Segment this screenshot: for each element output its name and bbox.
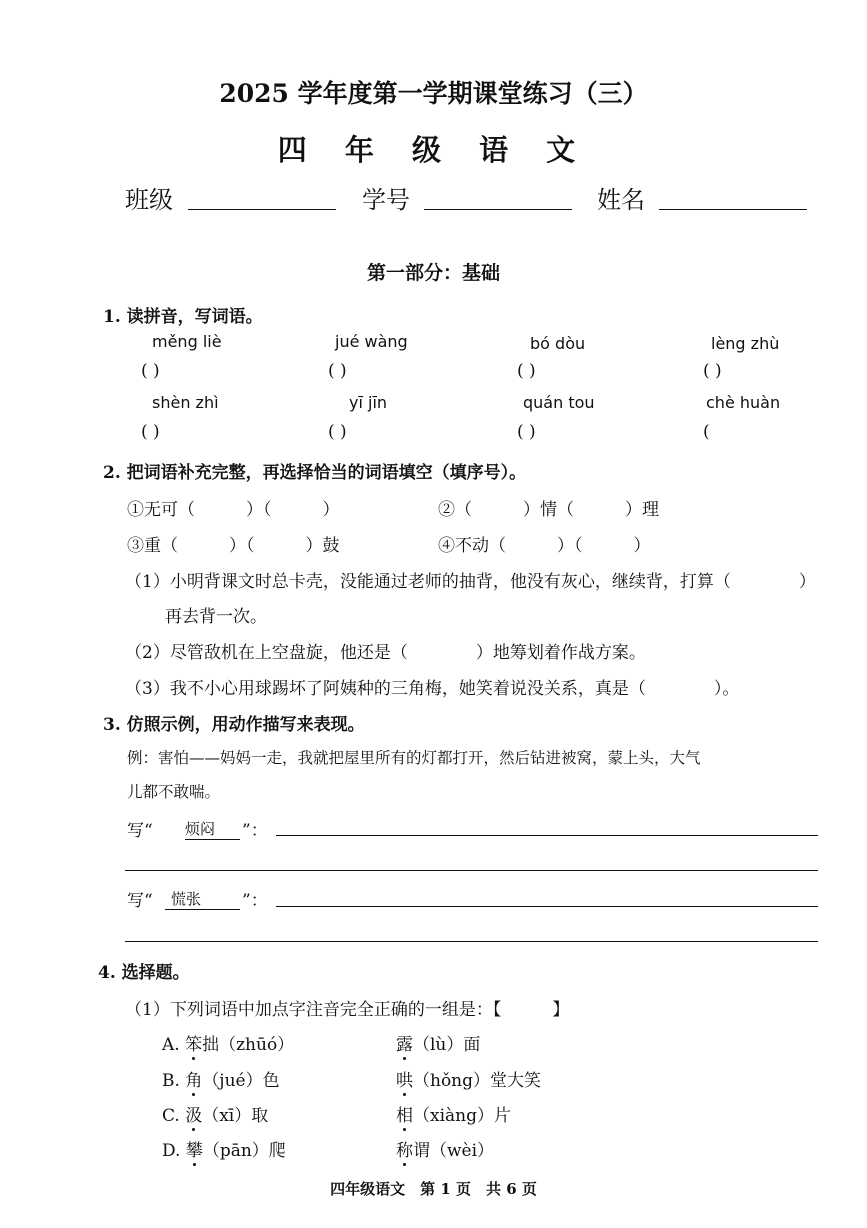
answer-blank[interactable]: ( ) (328, 422, 347, 442)
pinyin: jué wàng (335, 332, 408, 351)
write-word: 烦闷 (185, 818, 240, 840)
answer-blank[interactable]: ( ) (328, 361, 347, 381)
option-text: （xī）取 (202, 1106, 269, 1126)
write-prefix: 写“ (127, 891, 153, 911)
option-c[interactable] (162, 1101, 268, 1126)
name-label: 姓名 (597, 186, 645, 214)
write-prefix: 写“ (127, 821, 153, 841)
q2-sentence-1: （1）小明背课文时总卡壳，没能通过老师的抽背，他没有灰心，继续背，打算（ ） (125, 572, 816, 592)
idiom-item[interactable]: ③重（ ）（ ）鼓 (127, 536, 340, 556)
option-a-right (396, 1030, 480, 1055)
q3-heading: 3. 仿照示例，用动作描写来表现。 (103, 715, 365, 735)
write-suffix: ”： (242, 821, 268, 841)
answer-line[interactable] (276, 835, 818, 836)
answer-line[interactable] (125, 941, 818, 942)
option-text: （lù）面 (413, 1035, 481, 1055)
write-word: 慌张 (165, 888, 240, 910)
q2-heading: 2. 把词语补充完整，再选择恰当的词语填空（填序号）。 (103, 463, 527, 483)
subject-title: 四 年 级 语 文 (277, 133, 590, 167)
answer-blank[interactable]: ( ) (703, 361, 722, 381)
q4-heading: 4. 选择题。 (98, 963, 190, 983)
number-label: 学号 (362, 186, 410, 214)
option-b-right (396, 1066, 541, 1091)
option-text: 拙（zhūó） (202, 1035, 295, 1055)
option-d[interactable] (162, 1136, 286, 1161)
answer-blank[interactable]: ( (703, 422, 710, 442)
exam-title: 2025 学年度第一学期课堂练习（三） (219, 79, 648, 108)
option-label: A. (162, 1035, 180, 1055)
pinyin: shèn zhì (152, 393, 219, 412)
q1-heading: 1. 读拼音，写词语。 (103, 307, 263, 327)
dotted-char: 笨 (185, 1035, 203, 1055)
option-text: 谓（wèi） (413, 1141, 495, 1161)
class-field[interactable] (188, 209, 336, 210)
pinyin: chè huàn (706, 393, 781, 412)
q3-example-cont: 儿都不敢喘。 (127, 783, 221, 801)
number-field[interactable] (424, 209, 572, 210)
option-text: （pān）爬 (202, 1141, 286, 1161)
dotted-char: 汲 (185, 1106, 203, 1126)
option-label: B. (162, 1071, 180, 1091)
page-footer: 四年级语文 第 1 页 共 6 页 (330, 1180, 537, 1198)
pinyin: yī jīn (349, 393, 388, 412)
q2-sentence-3: （3）我不小心用球踢坏了阿姨种的三角梅，她笑着说没关系，真是（ ）。 (125, 679, 740, 699)
class-label: 班级 (125, 186, 173, 214)
pinyin: bó dòu (530, 334, 586, 353)
option-label: D. (162, 1141, 181, 1161)
answer-blank[interactable]: ( ) (517, 361, 536, 381)
pinyin: quán tou (523, 393, 595, 412)
q3-example: 例：害怕——妈妈一走，我就把屋里所有的灯都打开，然后钻进被窝，蒙上头，大气 (127, 749, 701, 767)
dotted-char: 哄 (396, 1071, 413, 1091)
dotted-char: 角 (185, 1071, 203, 1091)
pinyin: měng liè (152, 332, 222, 351)
option-a[interactable] (162, 1030, 294, 1055)
pinyin: lèng zhù (711, 334, 780, 353)
option-c-right (396, 1101, 511, 1126)
dotted-char: 相 (396, 1106, 413, 1126)
option-text: （xiàng）片 (413, 1106, 511, 1126)
q2-sentence-2: （2）尽管敌机在上空盘旋，他还是（ ）地筹划着作战方案。 (125, 643, 646, 663)
answer-blank[interactable]: ( ) (141, 361, 160, 381)
option-label: C. (162, 1106, 180, 1126)
option-text: （hǒng）堂大笑 (413, 1071, 542, 1091)
part-title: 第一部分：基础 (366, 262, 500, 284)
dotted-char: 称 (396, 1141, 413, 1161)
dotted-char: 露 (396, 1035, 413, 1055)
dotted-char: 攀 (185, 1141, 203, 1161)
name-field[interactable] (659, 209, 807, 210)
answer-blank[interactable]: ( ) (141, 422, 160, 442)
idiom-item[interactable]: ②（ ）情（ ）理 (438, 500, 659, 520)
answer-line[interactable] (125, 870, 818, 871)
option-text: （jué）色 (202, 1071, 280, 1091)
option-d-right (396, 1136, 494, 1161)
q4-sub1: （1）下列词语中加点字注音完全正确的一组是：【 】 (125, 1000, 570, 1020)
answer-line[interactable] (276, 906, 818, 907)
option-b[interactable] (162, 1066, 280, 1091)
write-suffix: ”： (242, 891, 268, 911)
answer-blank[interactable]: ( ) (517, 422, 536, 442)
idiom-item[interactable]: ④不动（ ）（ ） (438, 536, 651, 556)
idiom-item[interactable]: ①无可（ ）（ ） (127, 500, 340, 520)
q2-sentence-1-cont: 再去背一次。 (165, 607, 267, 627)
